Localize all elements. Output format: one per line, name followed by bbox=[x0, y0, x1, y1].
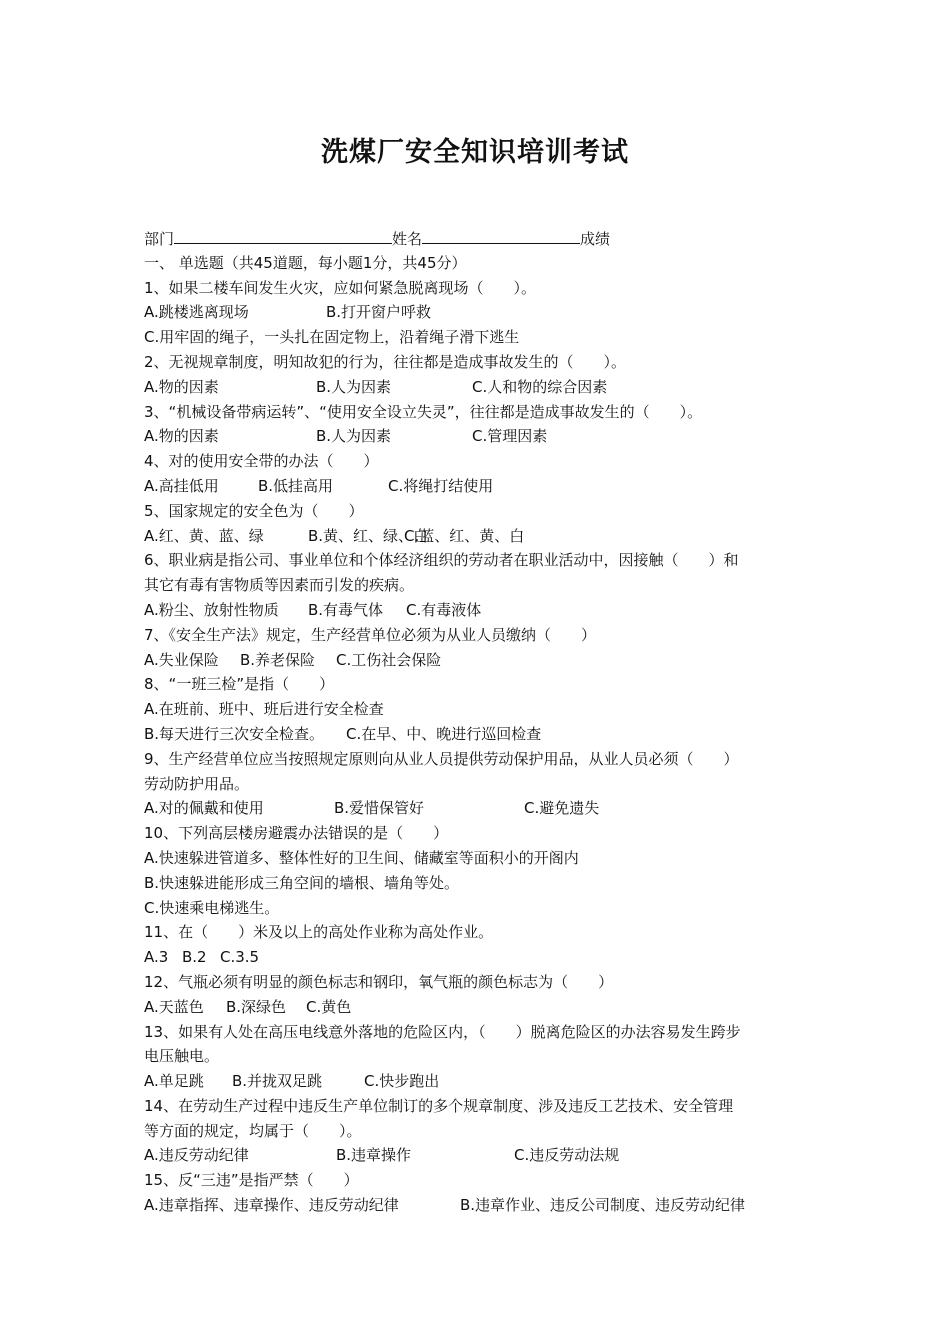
question-text: 15、反“三违”是指严禁（ ） bbox=[144, 1171, 359, 1190]
question-text: 1、如果二楼车间发生火灾，应如何紧急脱离现场（ ）。 bbox=[144, 278, 537, 297]
answer-options bbox=[144, 945, 804, 970]
answer-options bbox=[144, 598, 804, 623]
answer-option: A.物的因素 bbox=[144, 377, 219, 396]
answer-option: C.将绳打结使用 bbox=[388, 476, 494, 495]
answer-option: B.爱惜保管好 bbox=[334, 799, 425, 818]
answer-option: A.物的因素 bbox=[144, 427, 219, 446]
answer-option: B.有毒气体 bbox=[308, 600, 384, 619]
answer-option: B.违章作业、违反公司制度、违反劳动纪律 bbox=[460, 1196, 746, 1215]
question-text: C.快速乘电梯逃生。 bbox=[144, 898, 280, 917]
question-list bbox=[144, 276, 804, 1218]
answer-option: A.单足跳 bbox=[144, 1072, 204, 1091]
answer-options bbox=[144, 474, 804, 499]
answer-option: B.2 bbox=[182, 948, 207, 967]
answer-option: A.失业保险 bbox=[144, 650, 219, 669]
question-text: 2、无视规章制度，明知故犯的行为，往往都是造成事故发生的（ ）。 bbox=[144, 352, 627, 371]
answer-options bbox=[144, 796, 804, 821]
question-text: 3、“机械设备带病运转”、“使用安全设立失灵”，往往都是造成事故发生的（ ）。 bbox=[144, 402, 703, 421]
answer-option: B.黄、红、绿、白 bbox=[308, 526, 429, 545]
answer-option: B.每天进行三次安全检查。 bbox=[144, 724, 325, 743]
question-text: 等方面的规定，均属于（ ）。 bbox=[144, 1121, 362, 1140]
question-text: A.在班前、班中、班后进行安全检查 bbox=[144, 700, 384, 719]
name-blank[interactable] bbox=[422, 226, 580, 244]
answer-options bbox=[144, 722, 804, 747]
answer-option: B.人为因素 bbox=[316, 377, 392, 396]
question-text: 5、国家规定的安全色为（ ） bbox=[144, 501, 364, 520]
answer-options bbox=[144, 300, 804, 325]
answer-option: A.高挂低用 bbox=[144, 476, 219, 495]
score-label: 成绩 bbox=[580, 230, 611, 248]
question-text: 电压触电。 bbox=[144, 1047, 220, 1066]
question-text: 6、职业病是指公司、事业单位和个体经济组织的劳动者在职业活动中，因接触（ ）和 bbox=[144, 551, 739, 570]
answer-options bbox=[144, 1193, 804, 1218]
answer-options bbox=[144, 375, 804, 400]
answer-option: B.低挂高用 bbox=[258, 476, 334, 495]
answer-option: A.红、黄、蓝、绿 bbox=[144, 526, 264, 545]
answer-options bbox=[144, 995, 804, 1020]
answer-options bbox=[144, 648, 804, 673]
answer-option: A.违章指挥、违章操作、违反劳动纪律 bbox=[144, 1196, 399, 1215]
answer-options bbox=[144, 1069, 804, 1094]
answer-option: C.在早、中、晚进行巡回检查 bbox=[346, 724, 542, 743]
answer-option: A.天蓝色 bbox=[144, 997, 204, 1016]
answer-options bbox=[144, 1143, 804, 1168]
question-text: 劳动防护用品。 bbox=[144, 774, 250, 793]
section-heading: 一、 单选题（共45道题，每小题1分，共45分） bbox=[144, 253, 467, 272]
question-text: 8、“一班三检”是指（ ） bbox=[144, 675, 335, 694]
answer-option: C.管理因素 bbox=[472, 427, 548, 446]
question-text: 13、如果有人处在高压电线意外落地的危险区内，（ ）脱离危险区的办法容易发生跨步 bbox=[144, 1022, 741, 1041]
question-text: A.快速躲进管道多、整体性好的卫生间、储藏室等面积小的开阁内 bbox=[144, 848, 579, 867]
answer-option: B.并拢双足跳 bbox=[232, 1072, 323, 1091]
question-text: 11、在（ ）米及以上的高处作业称为高处作业。 bbox=[144, 923, 494, 942]
question-text: C.用牢固的绳子，一头扎在固定物上，沿着绳子滑下逃生 bbox=[144, 328, 520, 347]
answer-option: B.人为因素 bbox=[316, 427, 392, 446]
question-text: B.快速躲进能形成三角空间的墙根、墙角等处。 bbox=[144, 873, 460, 892]
question-text: 4、对的使用安全带的办法（ ） bbox=[144, 452, 379, 471]
answer-option: B.违章操作 bbox=[336, 1146, 412, 1165]
question-text: 其它有毒有害物质等因素而引发的疾病。 bbox=[144, 576, 415, 595]
answer-option: B.养老保险 bbox=[240, 650, 316, 669]
question-text: 14、在劳动生产过程中违反生产单位制订的多个规章制度、涉及违反工艺技术、安全管理 bbox=[144, 1096, 734, 1115]
question-text: 7、《安全生产法》规定，生产经营单位必须为从业人员缴纳（ ） bbox=[144, 625, 597, 644]
answer-option: A.粉尘、放射性物质 bbox=[144, 600, 279, 619]
answer-option: A.违反劳动纪律 bbox=[144, 1146, 249, 1165]
question-text: 10、下列高层楼房避震办法错误的是（ ） bbox=[144, 824, 449, 843]
exam-title: 洗煤厂安全知识培训考试 bbox=[321, 137, 629, 168]
answer-options bbox=[144, 424, 804, 449]
answer-option: A.对的佩戴和使用 bbox=[144, 799, 264, 818]
answer-option: C.快步跑出 bbox=[364, 1072, 440, 1091]
answer-option: B.深绿色 bbox=[226, 997, 287, 1016]
answer-option: C.人和物的综合因素 bbox=[472, 377, 608, 396]
answer-option: C.有毒液体 bbox=[406, 600, 482, 619]
answer-option: A.3 bbox=[144, 948, 169, 967]
answer-option: C.违反劳动法规 bbox=[514, 1146, 620, 1165]
answer-option: C.蓝、红、黄、白 bbox=[404, 526, 525, 545]
answer-option: C.避免遗失 bbox=[524, 799, 600, 818]
exam-body bbox=[144, 226, 804, 1218]
question-text: 9、生产经营单位应当按照规定原则向从业人员提供劳动保护用品，从业人员必须（ ） bbox=[144, 749, 739, 768]
answer-option: C.工伤社会保险 bbox=[336, 650, 442, 669]
answer-option: C.黄色 bbox=[306, 997, 352, 1016]
dept-blank[interactable] bbox=[174, 226, 392, 244]
question-text: 12、气瓶必须有明显的颜色标志和钢印，氧气瓶的颜色标志为（ ） bbox=[144, 972, 614, 991]
name-label: 姓名 bbox=[392, 230, 423, 248]
answer-options bbox=[144, 524, 804, 549]
header-fields bbox=[144, 226, 804, 251]
dept-label: 部门 bbox=[144, 230, 175, 248]
answer-option: C.3.5 bbox=[220, 948, 260, 967]
answer-option: B.打开窗户呼救 bbox=[326, 303, 432, 322]
answer-option: A.跳楼逃离现场 bbox=[144, 303, 249, 322]
